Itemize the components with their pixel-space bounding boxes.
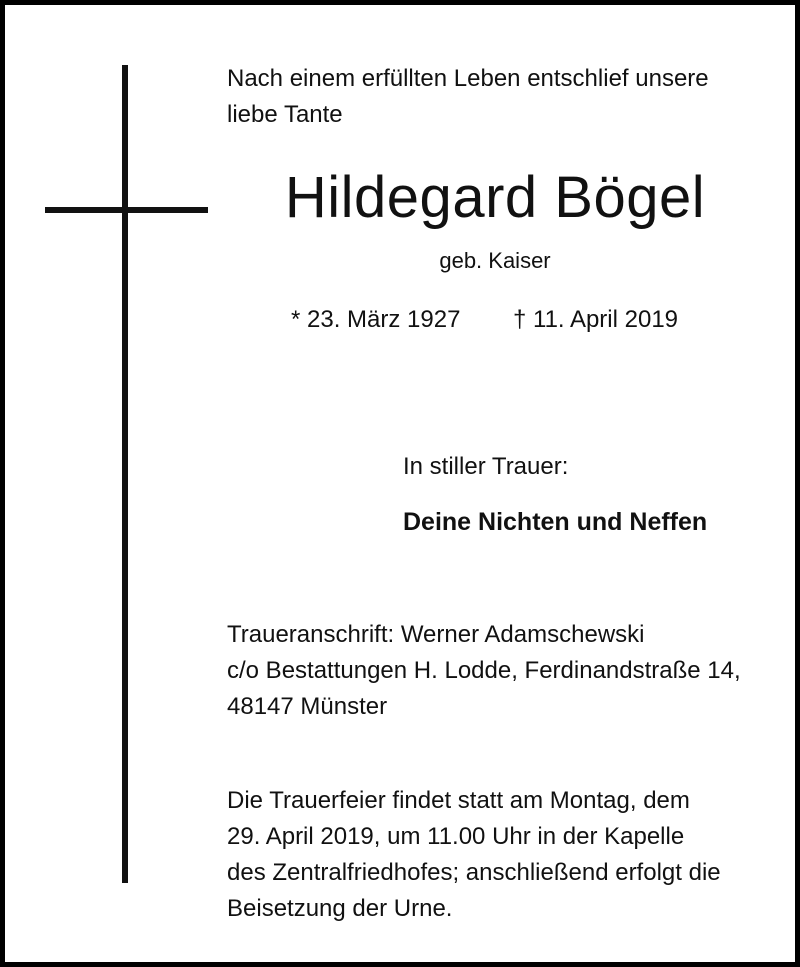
birth-name: geb. Kaiser [439,248,551,273]
service-line: Beisetzung der Urne. [227,895,453,922]
service-line: Die Trauerfeier findet statt am Montag, dem [227,787,690,814]
mourning-label: In stiller Trauer: [403,453,569,480]
intro-line: liebe Tante [227,101,343,128]
address-line: c/o Bestattungen H. Lodde, Ferdinandstraße 14, [227,657,741,684]
mourning-address [227,617,741,725]
death-date: † 11. April 2019 [513,306,679,333]
deceased-name: Hildegard Bögel [284,165,706,230]
birth-date: * 23. März 1927 [291,306,461,333]
service-details [227,783,721,927]
service-line: 29. April 2019, um 11.00 Uhr in der Kapelle [227,823,685,850]
mourners: Deine Nichten und Neffen [403,508,708,536]
intro-line: Nach einem erfüllten Leben entschlief unsere [227,65,709,92]
address-line: Traueranschrift: Werner Adamschewski [227,621,645,648]
address-line: 48147 Münster [227,693,388,720]
intro-text [227,61,709,133]
service-line: des Zentralfriedhofes; anschließend erfolgt die [227,859,721,886]
